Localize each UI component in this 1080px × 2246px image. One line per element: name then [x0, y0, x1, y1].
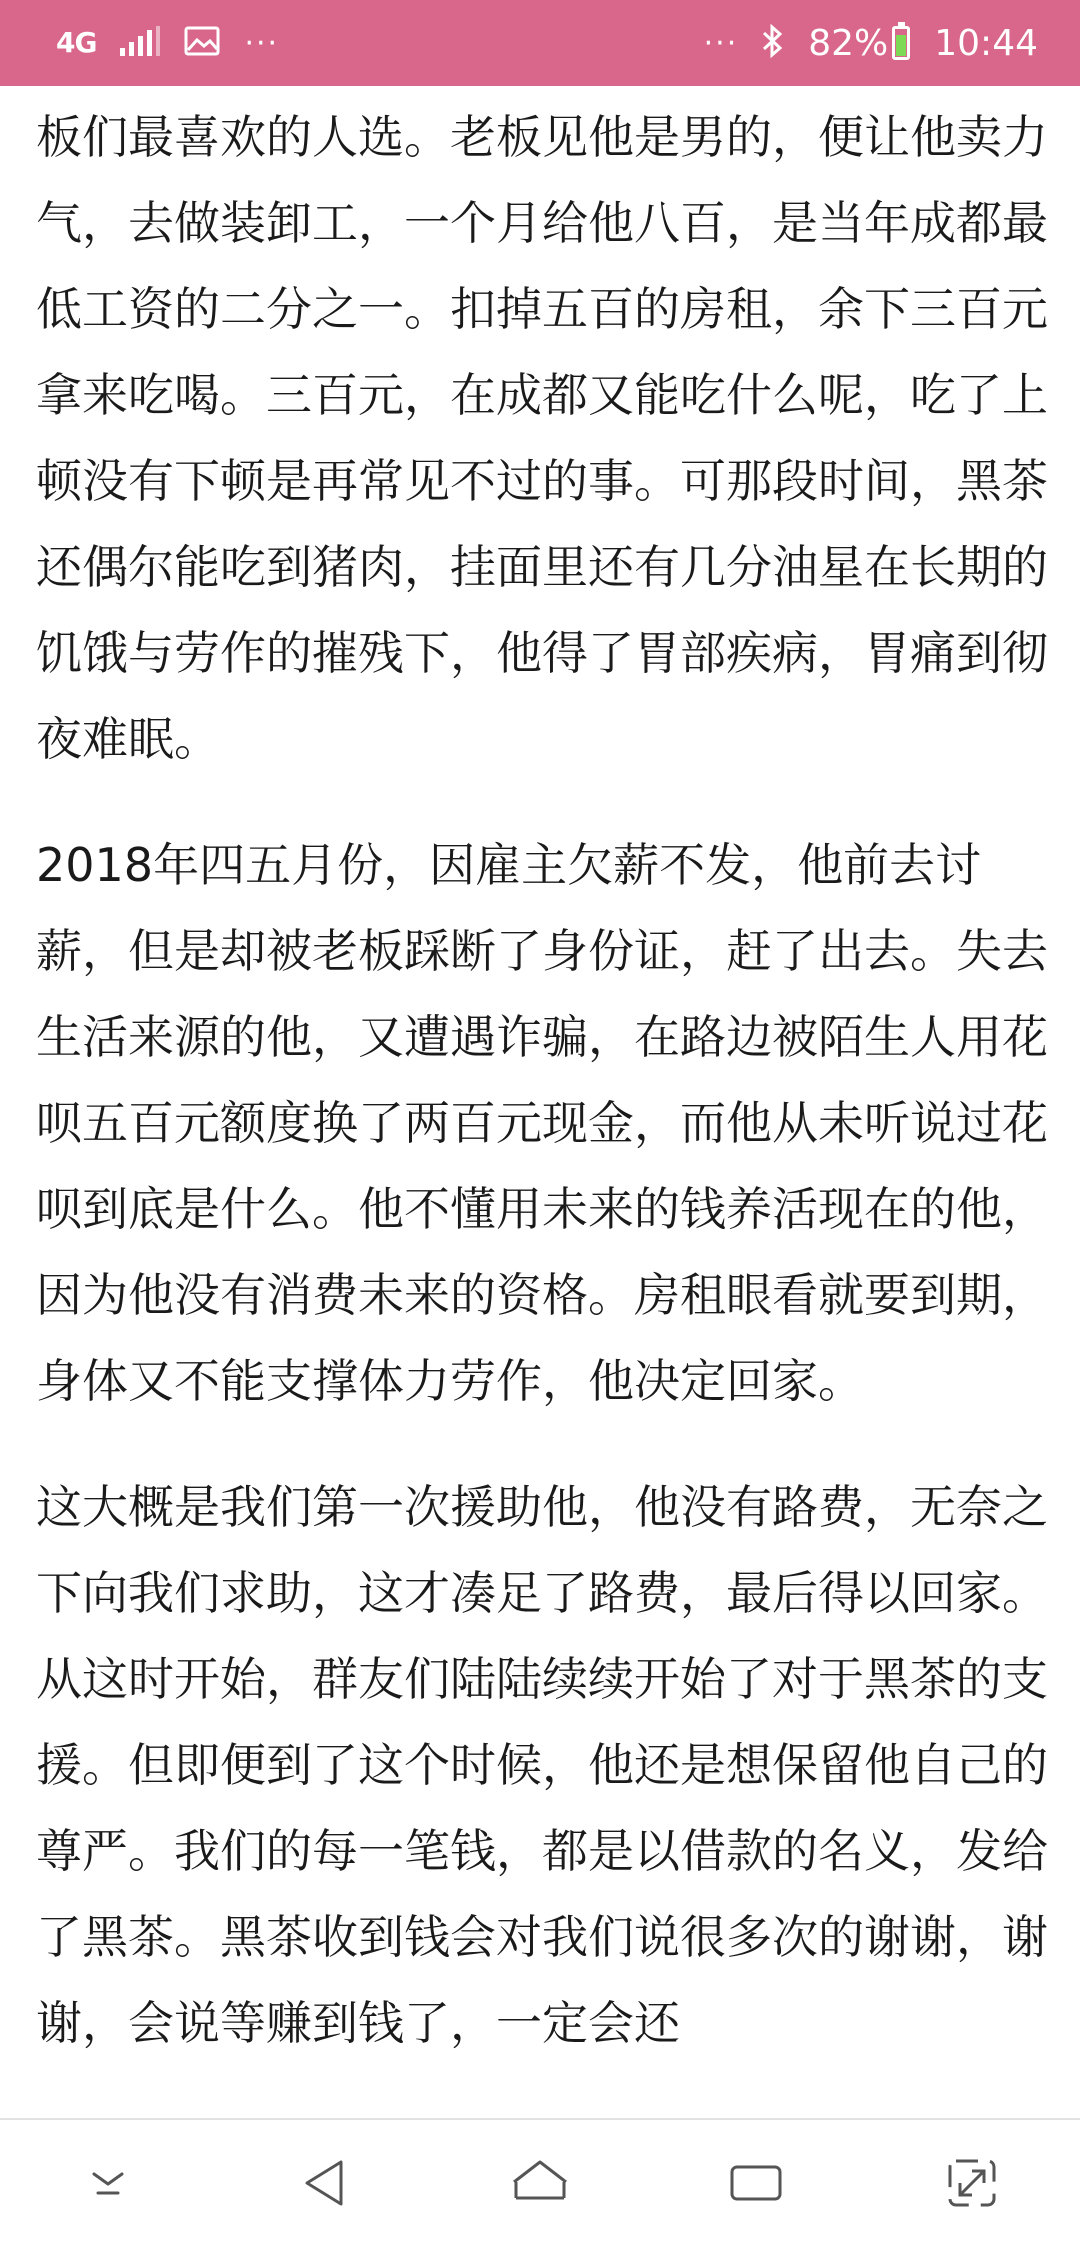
back-button[interactable] [264, 2133, 384, 2233]
navigation-bar [0, 2118, 1080, 2246]
bluetooth-icon [762, 24, 784, 62]
chevron-down-icon [88, 2168, 128, 2198]
article-paragraph: 2018年四五月份，因雇主欠薪不发，他前去讨薪，但是却被老板踩断了身份证，赶了出去。失去生活来源的他，又遭遇诈骗，在路边被陌生人用花呗五百元额度换了两百元现金，而他从未听说过花呗到底是什么。他不懂用未来的钱养活现在的他，因为他没有消费未来的资格。房租眼看就要到期，身体又不能支撑体力劳作，他决定回家。 [36, 838, 1048, 1408]
clock: 10:44 [934, 22, 1038, 64]
status-right [704, 23, 1038, 64]
signal-icon [120, 26, 160, 60]
status-bar [0, 0, 1080, 86]
recents-icon [728, 2161, 784, 2205]
article-body[interactable] [0, 86, 1080, 2118]
back-triangle-icon [301, 2158, 347, 2208]
status-left [56, 26, 279, 61]
battery-charging-icon [892, 26, 910, 60]
hide-keyboard-button[interactable] [48, 2133, 168, 2233]
recents-button[interactable] [696, 2133, 816, 2233]
article-content [36, 86, 1050, 2106]
network-4g-icon: 4G [56, 26, 97, 59]
status-more-left: ··· [244, 25, 280, 61]
article-paragraph: 板们最喜欢的人选。老板见他是男的，便让他卖力气，去做装卸工，一个月给他八百，是当年成都最低工资的二分之一。扣掉五百的房租，余下三百元拿来吃喝。三百元，在成都又能吃什么呢，吃了上顿没有下顿是再常见不过的事。可那段时间，黑茶还偶尔能吃到猪肉，挂面里还有几分油星在长期的饥饿与劳作的摧残下，他得了胃部疾病，胃痛到彻夜难眠。 [36, 110, 1048, 766]
screen-rotate-button[interactable] [912, 2133, 1032, 2233]
home-button[interactable] [480, 2133, 600, 2233]
battery-indicator [808, 23, 910, 64]
rotate-expand-icon [944, 2155, 1000, 2211]
home-icon [510, 2158, 570, 2208]
battery-percent: 82% [808, 22, 889, 64]
article-paragraph: 这大概是我们第一次援助他，他没有路费，无奈之下向我们求助，这才凑足了路费，最后得以回家。从这时开始，群友们陆陆续续开始了对于黑茶的支援。但即便到了这个时候，他还是想保留他自己的尊严。我们的每一笔钱，都是以借款的名义，发给了黑茶。黑茶收到钱会对我们说很多次的谢谢，谢谢，会说等赚到钱了，一定会还 [36, 1480, 1048, 2050]
image-icon [184, 26, 220, 60]
status-more-right: ··· [703, 25, 739, 61]
